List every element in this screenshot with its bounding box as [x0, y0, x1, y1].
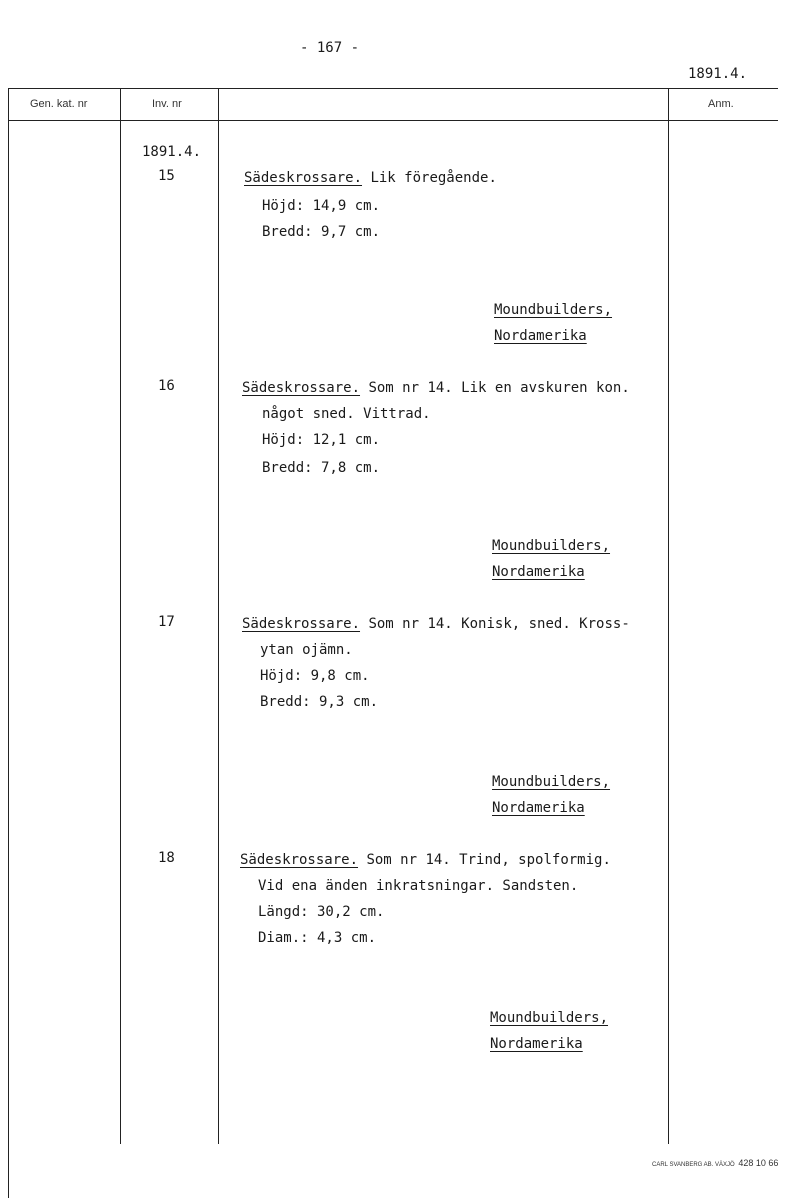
measure-height: Höjd: 14,9 cm. [262, 198, 381, 214]
inv-number: 17 [158, 614, 175, 630]
origin-region: Nordamerika [494, 328, 587, 344]
entry-line [242, 380, 630, 396]
section-reference: 1891.4. [142, 144, 202, 160]
entry-description: Som nr 14. Lik en avskuren kon. [368, 380, 630, 396]
page-number: - 167 - [300, 40, 360, 56]
origin-culture: Moundbuilders, [494, 302, 613, 318]
entry-title: Sädeskrossare. [242, 380, 361, 396]
left-border [8, 88, 9, 1198]
measure-height: Höjd: 9,8 cm. [260, 668, 370, 684]
column-divider-3 [668, 88, 669, 1144]
entry-description: Som nr 14. Konisk, sned. Kross- [368, 616, 630, 632]
measure-length: Längd: 30,2 cm. [258, 904, 385, 920]
measure-width: Bredd: 9,7 cm. [262, 224, 381, 240]
entry-title: Sädeskrossare. [244, 170, 363, 186]
form-code: 428 10 66 [738, 1158, 779, 1168]
printer-name: CARL SVANBERG AB. VÄXJÖ [652, 1162, 735, 1168]
origin-region: Nordamerika [492, 564, 585, 580]
inv-nr-header: Inv. nr [152, 98, 182, 110]
entry-title: Sädeskrossare. [242, 616, 361, 632]
entry-title: Sädeskrossare. [240, 852, 359, 868]
origin-region: Nordamerika [490, 1036, 583, 1052]
entry-line [242, 616, 630, 632]
entry-line [240, 852, 611, 868]
column-divider-2 [218, 88, 219, 1144]
entry-line [244, 170, 497, 186]
entry-description: Lik föregående. [370, 170, 497, 186]
entry-continuation: något sned. Vittrad. [262, 406, 431, 422]
anm-header: Anm. [708, 98, 734, 110]
origin-culture: Moundbuilders, [492, 774, 611, 790]
header-bottom-rule [8, 120, 778, 121]
origin-culture: Moundbuilders, [490, 1010, 609, 1026]
origin-culture: Moundbuilders, [492, 538, 611, 554]
measure-diameter: Diam.: 4,3 cm. [258, 930, 377, 946]
column-divider-1 [120, 88, 121, 1144]
entry-continuation: Vid ena änden inkratsningar. Sandsten. [258, 878, 579, 894]
measure-width: Bredd: 9,3 cm. [260, 694, 379, 710]
header-top-rule [8, 88, 778, 89]
printer-imprint [652, 1158, 778, 1168]
gen-kat-nr-header: Gen. kat. nr [30, 98, 88, 110]
inv-number: 16 [158, 378, 175, 394]
measure-height: Höjd: 12,1 cm. [262, 432, 381, 448]
measure-width: Bredd: 7,8 cm. [262, 460, 381, 476]
inv-number: 15 [158, 168, 175, 184]
origin-region: Nordamerika [492, 800, 585, 816]
entry-continuation: ytan ojämn. [260, 642, 353, 658]
inv-number: 18 [158, 850, 175, 866]
entry-description: Som nr 14. Trind, spolformig. [366, 852, 611, 868]
corner-reference: 1891.4. [688, 66, 748, 82]
